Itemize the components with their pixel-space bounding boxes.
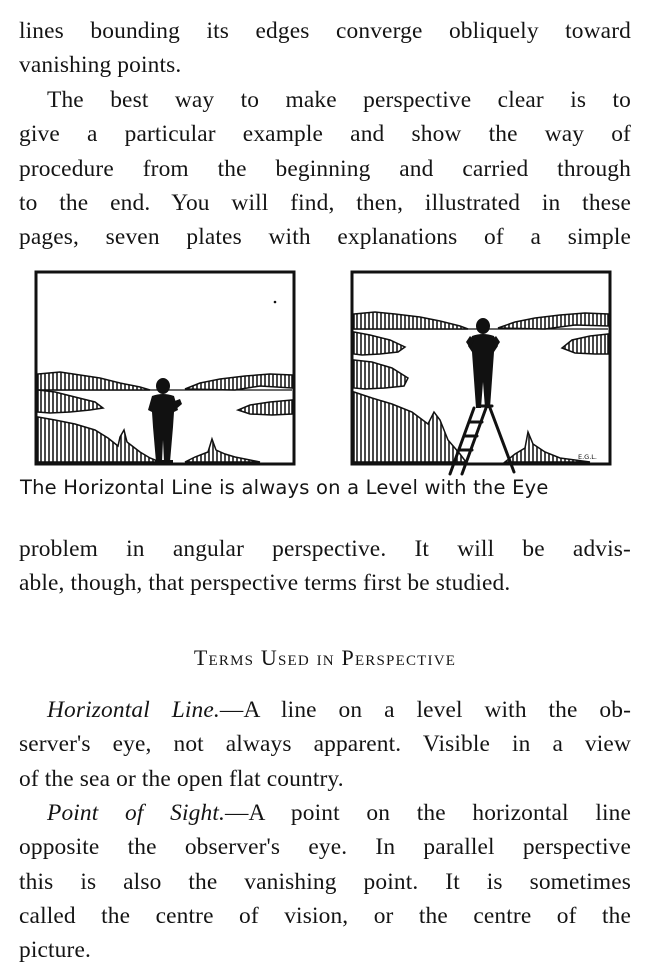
text-line: able, though, that perspective terms first be studied. [19,570,511,597]
text-line: vanishing points. [19,52,182,79]
paragraph-problem [19,532,631,601]
text-line: opposite the observer's eye. In parallel perspective [19,834,631,861]
definition-first-line [19,796,631,830]
term-label: Point of Sight. [47,800,226,826]
definition-point-of-sight [19,796,631,967]
text-line: The best way to make perspective clear is to [47,87,631,113]
text-line: to the end. You will find, then, illustrated in these [19,189,631,216]
figure-caption: The Horizontal Line is always on a Level with the Eye [20,476,549,499]
text-line: give a particular example and show the way of [19,121,631,148]
text-line: server's eye, not always apparent. Visible in a view [19,731,631,758]
text-line: procedure from the beginning and carried through [19,155,631,182]
text-line: called the centre of vision, or the centre of the [19,902,631,929]
plate-right [352,272,610,474]
text-line: picture. [19,937,91,964]
text-line: problem in angular perspective. It will be advis- [19,536,631,562]
definition-horizontal-line [19,693,631,796]
definition-text: —A point on the horizontal line [225,800,631,826]
plate-left [36,272,294,464]
text-line: pages, seven plates with explanations of a simple [19,224,631,251]
artist-monogram: E.G.L. [578,453,597,461]
term-label: Horizontal Line. [47,697,220,723]
section-heading: Terms Used in Perspective [193,645,457,670]
definition-first-line [19,693,631,727]
text-line: of the sea or the open flat country. [19,765,344,792]
definition-text: —A line on a level with the ob- [219,697,632,723]
text-line: this is also the vanishing point. It is sometimes [19,868,631,895]
text-line: lines bounding its edges converge obliquely toward [19,18,631,44]
paragraph-example [19,83,631,254]
paragraph-continuation [19,14,631,83]
